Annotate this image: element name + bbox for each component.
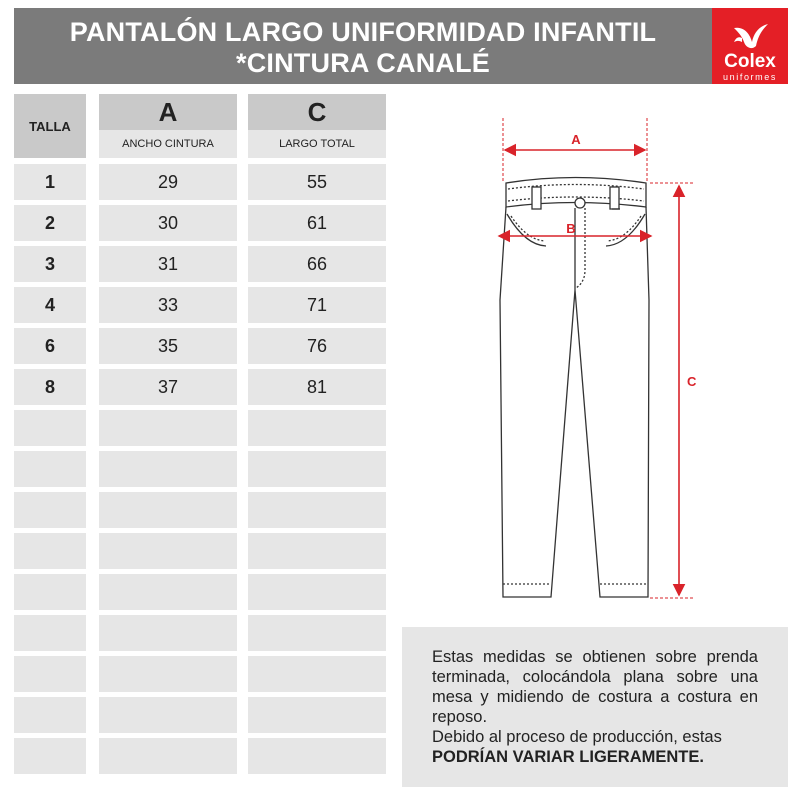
empty-size-cell — [14, 574, 86, 610]
size-column-header: TALLA — [14, 94, 86, 158]
empty-size-cell — [14, 697, 86, 733]
empty-size-cell — [14, 615, 86, 651]
empty-value-cell — [248, 492, 386, 528]
pants-outline — [500, 178, 649, 598]
dimension-a — [503, 118, 647, 182]
empty-value-cell — [99, 656, 237, 692]
label-a: A — [571, 132, 581, 147]
largo-total-cell: 61 — [248, 205, 386, 241]
empty-value-cell — [99, 451, 237, 487]
largo-total-cell: 71 — [248, 287, 386, 323]
empty-size-cell — [14, 451, 86, 487]
empty-value-cell — [99, 410, 237, 446]
brand-name: Colex — [724, 51, 776, 72]
column-letter-a: A — [99, 94, 237, 130]
empty-size-cell — [14, 738, 86, 774]
empty-value-cell — [248, 697, 386, 733]
size-cell: 6 — [14, 328, 86, 364]
column-label-c: LARGO TOTAL — [248, 130, 386, 158]
largo-total-cell: 76 — [248, 328, 386, 364]
note-paragraph-1: Estas medidas se obtienen sobre prenda terminada, colocándola plana sobre una mesa y midiendo de costura a costura en reposo. — [432, 648, 758, 726]
note-paragraph-3: PODRÍAN VARIAR LIGERAMENTE. — [432, 748, 704, 766]
empty-value-cell — [99, 697, 237, 733]
brand-logo — [712, 8, 788, 84]
note-paragraph-2: Debido al proceso de producción, estas — [432, 728, 722, 746]
label-c: C — [687, 374, 697, 389]
measurement-note — [402, 627, 788, 787]
empty-size-cell — [14, 492, 86, 528]
title-line-2: *CINTURA CANALÉ — [236, 48, 490, 78]
empty-value-cell — [99, 738, 237, 774]
size-cell: 2 — [14, 205, 86, 241]
empty-value-cell — [99, 574, 237, 610]
empty-size-cell — [14, 533, 86, 569]
largo-total-cell: 81 — [248, 369, 386, 405]
size-cell: 3 — [14, 246, 86, 282]
empty-value-cell — [248, 738, 386, 774]
largo-total-cell: 66 — [248, 246, 386, 282]
dimension-c — [650, 183, 694, 598]
title-line-1: PANTALÓN LARGO UNIFORMIDAD INFANTIL — [69, 17, 657, 47]
column-letter-c: C — [248, 94, 386, 130]
column-label-a: ANCHO CINTURA — [99, 130, 237, 158]
empty-value-cell — [248, 574, 386, 610]
empty-size-cell — [14, 410, 86, 446]
size-cell: 1 — [14, 164, 86, 200]
empty-value-cell — [248, 410, 386, 446]
ancho-cintura-cell: 29 — [99, 164, 237, 200]
empty-value-cell — [99, 492, 237, 528]
ancho-cintura-cell: 37 — [99, 369, 237, 405]
empty-value-cell — [99, 533, 237, 569]
empty-size-cell — [14, 656, 86, 692]
ancho-cintura-cell: 35 — [99, 328, 237, 364]
empty-value-cell — [248, 656, 386, 692]
empty-value-cell — [248, 451, 386, 487]
size-cell: 4 — [14, 287, 86, 323]
size-cell: 8 — [14, 369, 86, 405]
empty-value-cell — [248, 615, 386, 651]
ancho-cintura-cell: 33 — [99, 287, 237, 323]
empty-value-cell — [248, 533, 386, 569]
page-title — [14, 8, 712, 84]
largo-total-cell: 55 — [248, 164, 386, 200]
empty-value-cell — [99, 615, 237, 651]
bird-logo-icon — [730, 16, 770, 56]
ancho-cintura-cell: 31 — [99, 246, 237, 282]
ancho-cintura-cell: 30 — [99, 205, 237, 241]
brand-subtitle: uniformes — [723, 72, 777, 82]
label-b: B — [566, 221, 576, 236]
pants-diagram — [400, 100, 710, 610]
